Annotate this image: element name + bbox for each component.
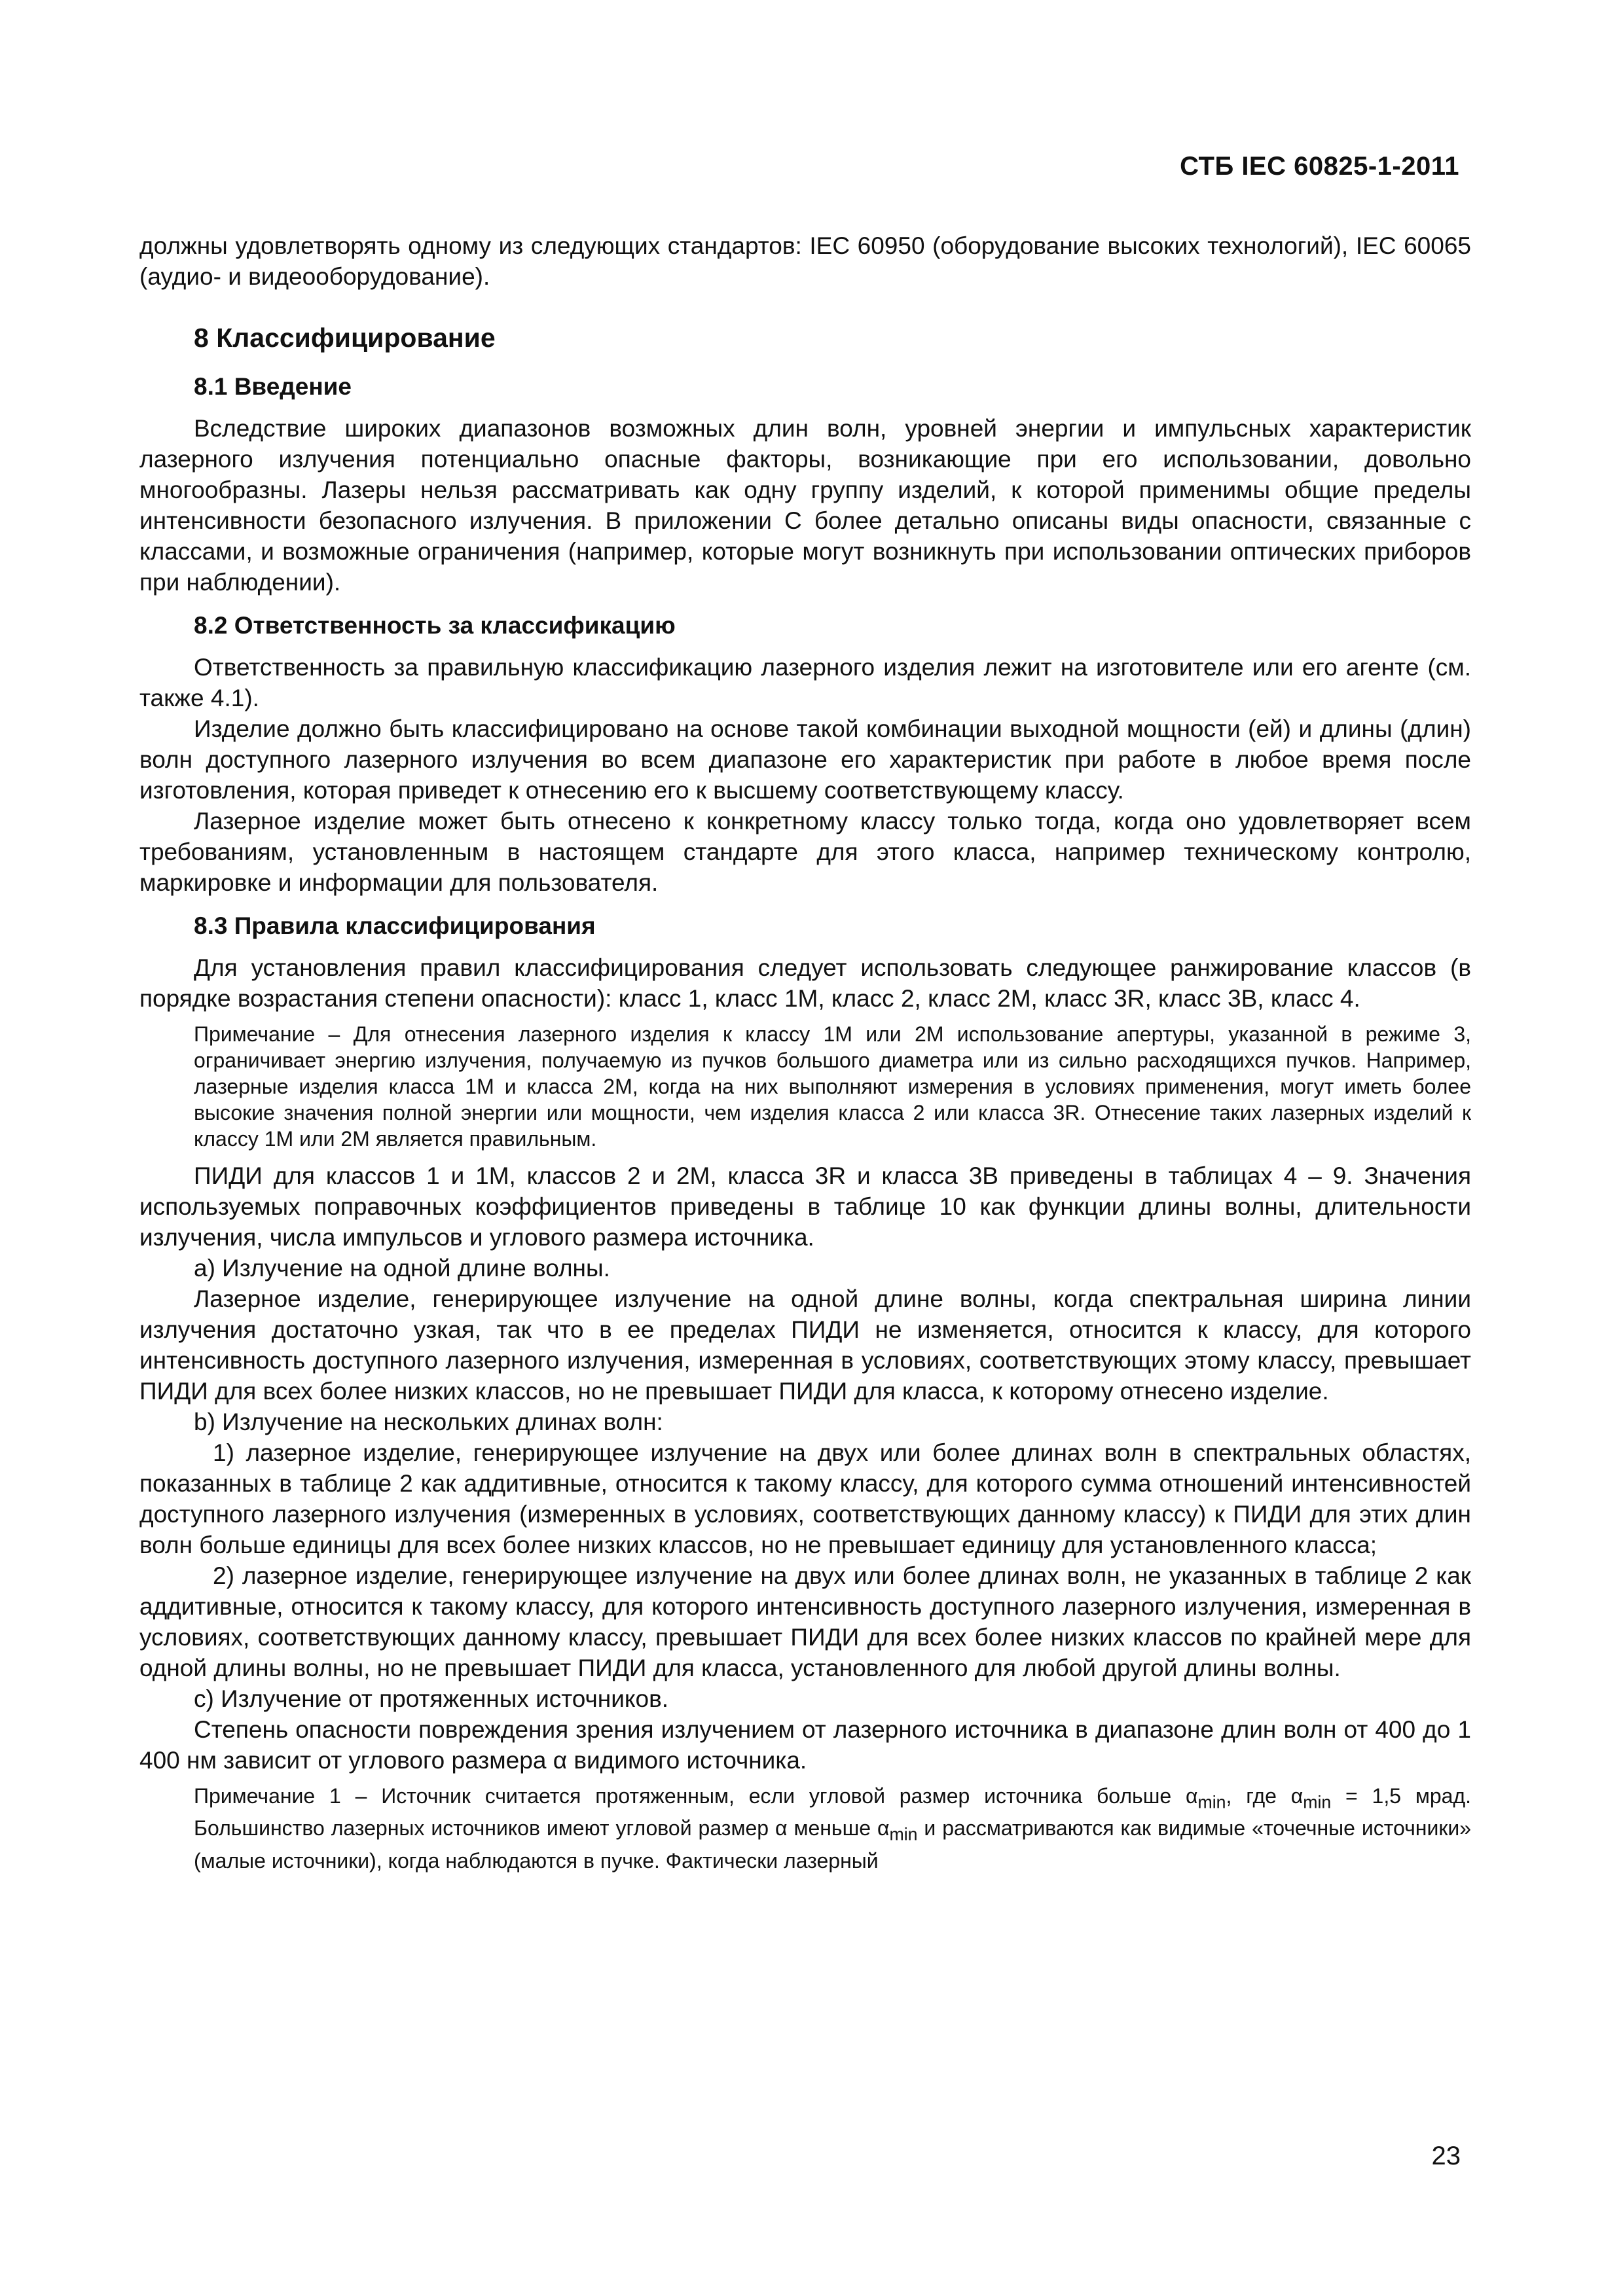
alpha-min-subscript: min xyxy=(1303,1792,1332,1812)
note-1 xyxy=(194,1783,1471,1874)
page-number: 23 xyxy=(1431,2142,1461,2170)
alpha-min-subscript: min xyxy=(889,1824,918,1844)
item-c-text: Степень опасности повреждения зрения излучением от лазерного источника в диапазоне длин волн от 400 до 1 400 нм зависит от углового размера α видимого источника. xyxy=(139,1716,1471,1774)
section-8-title: 8 Классифицирование xyxy=(194,323,496,353)
section-8-2-paragraph-1: Ответственность за правильную классификацию лазерного изделия лежит на изготовителе или его агенте (см. также 4.1). xyxy=(139,654,1471,711)
intro-paragraph: должны удовлетворять одному из следующих стандартов: IEC 60950 (оборудование высоких технологий), IEC 60065 (аудио- и видеооборудование). xyxy=(139,232,1471,290)
note-1-part-c: = 1,5 мрад. Большинство лазерных источников имеют угловой размер α меньше α xyxy=(194,1784,1472,1840)
document-body xyxy=(139,230,1471,1882)
item-c-heading: с) Излучение от протяженных источников. xyxy=(194,1685,669,1712)
section-8-2-paragraph-2: Изделие должно быть классифицировано на основе такой комбинации выходной мощности (ей) и длины (длин) волн доступного лазерного излучения во всем диапазоне его характеристик при работе в любое время после изготовления, которая приведет к отнесению его к высшему соответствующему классу. xyxy=(139,715,1471,804)
item-b-1: 1) лазерное изделие, генерирующее излучение на двух или более длинах волн в спектральных областях, показанных в таблице 2 как аддитивные, относится к такому классу, для которого сумма отношений интенсивностей доступного лазерного излучения (измеренных в условиях, соответствующих данному классу) к ПИДИ для этих длин волн больше единицы для всех более низких классов, но не превышает единицу для установленного класса; xyxy=(139,1439,1471,1558)
note-1-part-b: , где α xyxy=(1226,1784,1304,1808)
document-id: СТБ IEC 60825-1-2011 xyxy=(1180,152,1459,181)
item-b-2: 2) лазерное изделие, генерирующее излучение на двух или более длинах волн, не указанных в таблице 2 как аддитивные, относится к такому классу, для которого интенсивность доступного лазерного излучения, измеренная в условиях, соответствующих данному классу, превышает ПИДИ для всех более низких классов по крайней мере для одной длины волны, но не превышает ПИДИ для класса, установленного для любой другой длины волны. xyxy=(139,1562,1471,1681)
section-8-2-title: 8.2 Ответственность за классификацию xyxy=(194,612,676,639)
section-8-3-paragraph-1: Для установления правил классифицирования следует использовать следующее ранжирование классов (в порядке возрастания степени опасности): класс 1, класс 1М, класс 2, класс 2М, класс 3R, класс 3B, класс 4. xyxy=(139,954,1471,1012)
section-8-3-paragraph-2: ПИДИ для классов 1 и 1М, классов 2 и 2М, класса 3R и класса 3B приведены в таблицах 4 – 9. Значения используемых поправочных коэффициентов приведены в таблице 10 как функции длины волны, длительности излучения, числа импульсов и углового размера источника. xyxy=(139,1162,1471,1251)
section-8-1-title: 8.1 Введение xyxy=(194,373,352,400)
item-a-heading: а) Излучение на одной длине волны. xyxy=(194,1255,610,1282)
section-8-3-title: 8.3 Правила классифицирования xyxy=(194,912,596,939)
section-8-3-note: Примечание – Для отнесения лазерного изделия к классу 1М или 2М использование апертуры, указанной в режиме 3, ограничивает энергию излучения, получаемую из пучков большого диаметра или из сильно расходящихся пучков. Например, лазерные изделия класса 1М и класса 2М, когда на них выполняют измерения в условиях применения, могут иметь более высокие значения полной энергии или мощности, чем изделия класса 2 или класса 3R. Отнесение таких лазерных изделий к классу 1М или 2М является правильным. xyxy=(194,1022,1471,1151)
alpha-min-subscript: min xyxy=(1197,1792,1226,1812)
item-b-heading: b) Излучение на нескольких длинах волн: xyxy=(194,1408,663,1435)
section-8-1-paragraph: Вследствие широких диапазонов возможных длин волн, уровней энергии и импульсных характеристик лазерного излучения потенциально опасные факторы, возникающие при его использовании, довольно многообразны. Лазеры нельзя рассматривать как одну группу изделий, к которой применимы общие пределы интенсивности безопасного излучения. В приложении С более детально описаны виды опасности, связанные с классами, и возможные ограничения (например, которые могут возникнуть при использовании оптических приборов при наблюдении). xyxy=(139,415,1471,596)
note-1-part-d: и рассматриваются как видимые «точечные источники» (малые источники), когда наблюдаются в пучке. Фактически лазерный xyxy=(194,1816,1472,1873)
note-1-part-a: Примечание 1 – Источник считается протяженным, если угловой размер источника больше α xyxy=(194,1784,1198,1808)
item-a-text: Лазерное изделие, генерирующее излучение на одной длине волны, когда спектральная ширина линии излучения достаточно узкая, так что в ее пределах ПИДИ не изменяется, относится к классу, для которого интенсивность доступного лазерного излучения, измеренная в условиях, соответствующих этому классу, превышает ПИДИ для всех более низких классов, но не превышает ПИДИ для класса, к которому отнесено изделие. xyxy=(139,1285,1471,1405)
section-8-2-paragraph-3: Лазерное изделие может быть отнесено к конкретному классу только тогда, когда оно удовлетворяет всем требованиям, установленным в настоящем стандарте для этого класса, например техническому контролю, маркировке и информации для пользователя. xyxy=(139,808,1471,896)
